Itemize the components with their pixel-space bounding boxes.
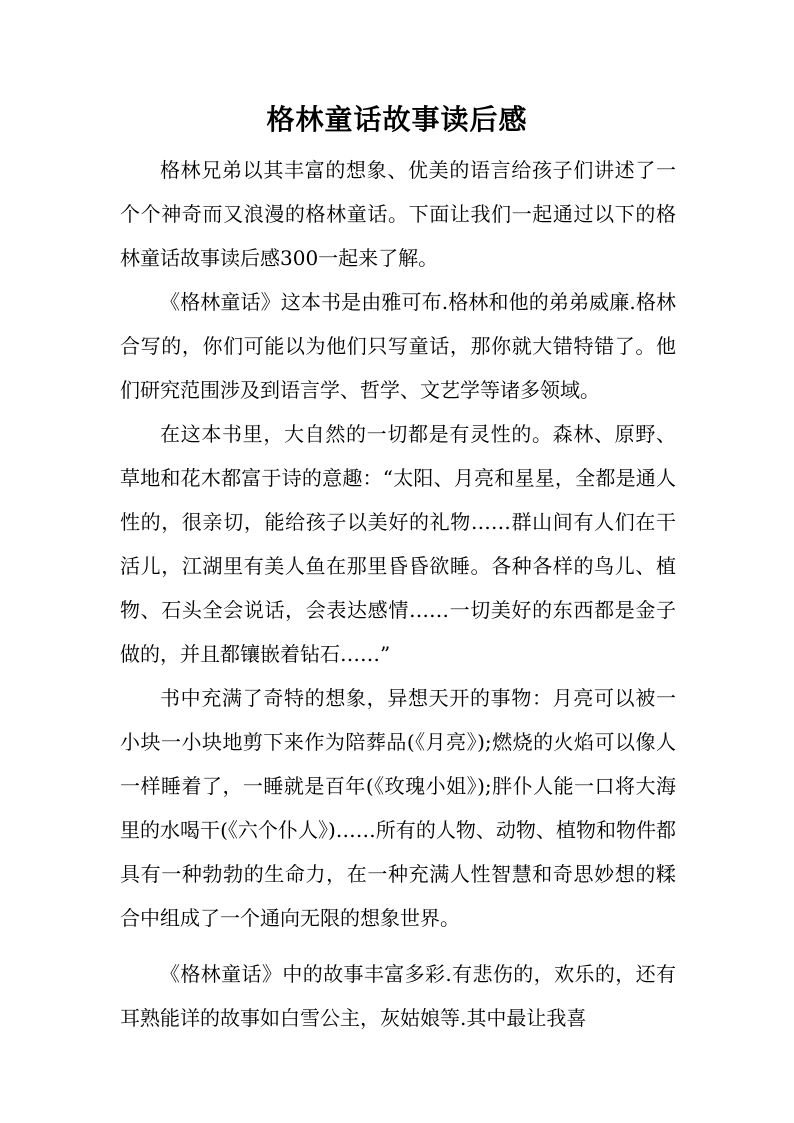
paragraph-intro: 格林兄弟以其丰富的想象、优美的语言给孩子们讲述了一个个神奇而又浪漫的格林童话。下面让我们一起通过以下的格林童话故事读后感300一起来了解。 [120,158,676,270]
paragraph-nature: 在这本书里，大自然的一切都是有灵性的。森林、原野、草地和花木都富于诗的意趣：“太阳、月亮和星星，全都是通人性的，很亲切，能给孩子以美好的礼物……群山间有人们在干活儿，江湖里有美人鱼在那里昏昏欲睡。各种各样的鸟儿、植物、石头全会说话，会表达感情……一切美好的东西都是金子做的，并且都镶嵌着钻石……” [120,422,676,666]
document-title: 格林童话故事读后感 [266,103,528,136]
paragraph-authors: 《格林童话》这本书是由雅可布.格林和他的弟弟威廉.格林合写的，你们可能以为他们只写童话，那你就大错特错了。他们研究范围涉及到语言学、哲学、文艺学等诸多领域。 [120,290,676,402]
document-body [120,148,676,1040]
paragraph-imagination: 书中充满了奇特的想象，异想天开的事物：月亮可以被一小块一小块地剪下来作为陪葬品(《月亮》);燃烧的火焰可以像人一样睡着了，一睡就是百年(《玫瑰小姐》);胖仆人能一口将大海里的水喝干(《六个仆人》)……所有的人物、动物、植物和物件都具有一种勃勃的生命力，在一种充满人性智慧和奇思妙想的糅合中组成了一个通向无限的想象世界。 [120,686,676,930]
paragraph-stories: 《格林童话》中的故事丰富多彩.有悲伤的，欢乐的，还有耳熟能详的故事如白雪公主，灰姑娘等.其中最让我喜 [120,962,676,1030]
